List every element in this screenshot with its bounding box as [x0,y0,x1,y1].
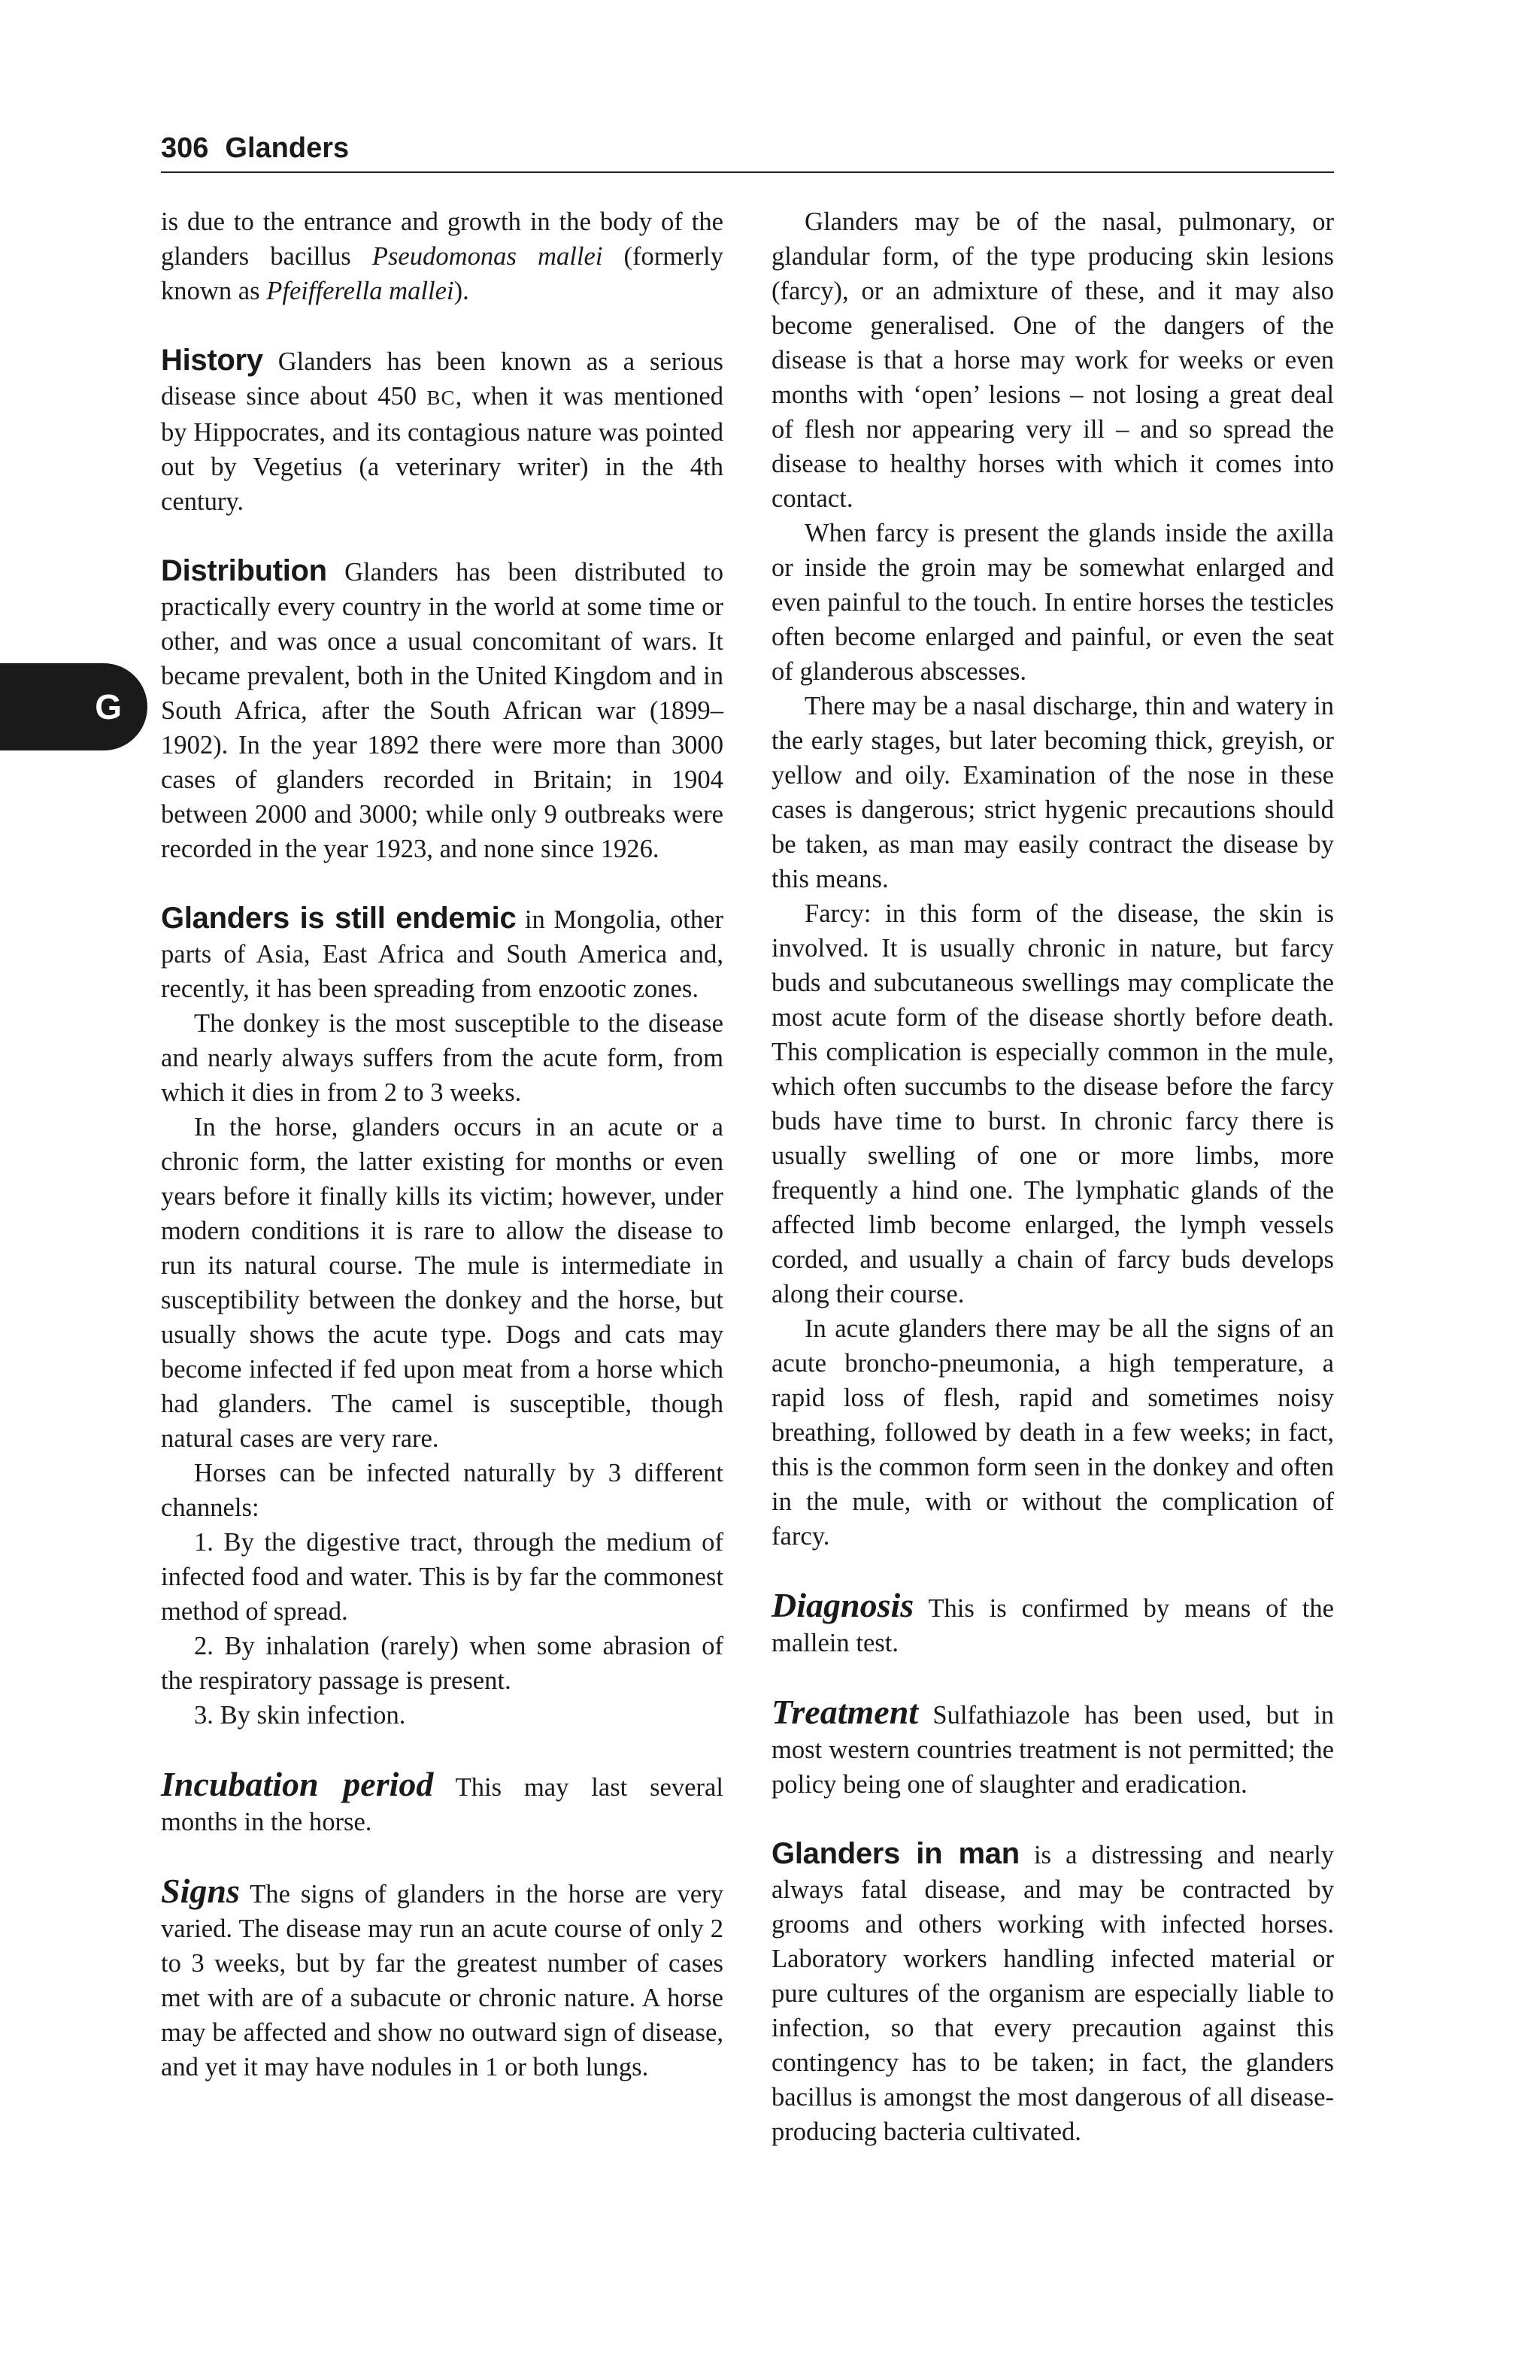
farcy-glands-paragraph: When farcy is present the glands inside the axilla or inside the groin may be somewhat enlarged and even painful to the touch. In entire horses the testicles often become enlarged and painful, or even the seat of glanderous abscesses. [772,519,1334,686]
distribution-paragraph [161,553,723,866]
channels-intro: Horses can be infected naturally by 3 different channels: [161,1459,723,1522]
species-name: Pseudomonas mallei [371,242,603,271]
running-header [161,125,1334,173]
acute-glanders-paragraph: In acute glanders there may be all the signs of an acute broncho-pneumonia, a high temperature, a rapid loss of flesh, rapid and sometimes noisy breathing, followed by death in a few weeks; in fact, this is the common form seen in the donkey and often in the mule, with or without the complication of farcy. [772,1314,1334,1551]
farcy-paragraph: Farcy: in this form of the disease, the skin is involved. It is usually chronic in nature, but farcy buds and subcutaneous swellings may complicate the most acute form of the disease shortly before death. This complication is especially common in the mule, which often succumbs to the disease before the farcy buds have time to burst. In chronic farcy there is usually swelling of one or more limbs, more frequently a hind one. The lymphatic glands of the affected limb become enlarged, the lymph vessels corded, and usually a chain of farcy buds develops along their course. [772,899,1334,1308]
thumb-index-letter: G [95,687,122,726]
distribution-heading: Distribution [161,554,327,587]
former-species-name: Pfeifferella mallei [266,277,454,305]
channel-item-3: 3. By skin infection. [194,1701,406,1730]
history-paragraph [161,343,723,519]
endemic-heading: Glanders is still endemic [161,902,517,935]
intro-paragraph [161,205,723,308]
treatment-paragraph [772,1695,1334,1802]
intro-text-1: is due to the entrance and growth in the body of the glanders bacillus [161,208,723,271]
thumb-index-tab [0,663,147,750]
history-heading: History [161,344,263,377]
incubation-paragraph [161,1767,723,1839]
intro-text-3: ). [453,277,469,305]
glanders-in-man-text: is a distressing and nearly always fatal disease, and may be contracted by grooms and others working with infected horses. Laboratory workers handling infected material or pure cultures of the organism are especially liable to infection, so that every precaution against this contingency has to be taken; in fact, the glanders bacillus is amongst the most dangerous of all disease-producing bacteria cultivated. [772,1841,1335,2146]
channel-item-1: 1. By the digestive tract, through the medium of infected food and water. This is by far the commonest method of spread. [161,1528,723,1626]
page-number: 306 [161,132,209,164]
channel-item-2: 2. By inhalation (rarely) when some abrasion of the respiratory passage is present. [161,1632,723,1695]
history-text-1: Glanders has been known as a serious disease since about 450 [161,347,723,411]
nasal-discharge-paragraph: There may be a nasal discharge, thin and watery in the early stages, but later becoming thick, greyish, or yellow and oily. Examination of the nose in these cases is dangerous; strict hygenic precautions should be taken, as man may easily contract the disease by this means. [772,692,1334,893]
intro-text-2: (formerly known as [161,242,723,305]
incubation-text: This may last several months in the horse. [161,1773,723,1836]
signs-heading: Signs [161,1872,240,1910]
glanders-in-man-paragraph [772,1836,1334,2149]
horse-paragraph: In the horse, glanders occurs in an acute or a chronic form, the latter existing for months or even years before it finally kills its victim; however, under modern conditions it is rare to allow the disease to run its natural course. The mule is intermediate in susceptibility between the donkey and the horse, but usually shows the acute type. Dogs and cats may become infected if fed upon meat from a horse which had glanders. The camel is susceptible, though natural cases are very rare. [161,1113,723,1453]
history-era: BC [426,387,456,409]
diagnosis-paragraph [772,1588,1334,1660]
endemic-text: in Mongolia, other parts of Asia, East Africa and South America and, recently, it has been spreading from enzootic zones. [161,905,724,1003]
signs-text: The signs of glanders in the horse are very varied. The disease may run an acute course of only 2 to 3 weeks, but by far the greatest number of cases met with are of a subacute or chronic nature. A horse may be affected and show no outward sign of disease, and yet it may have nodules in 1 or both lungs. [161,1880,723,2081]
endemic-paragraph [161,901,723,1006]
diagnosis-text: This is confirmed by means of the mallein test. [772,1594,1334,1657]
treatment-text: Sulfathiazole has been used, but in most western countries treatment is not permitted; the policy being one of slaughter and eradication. [772,1701,1334,1799]
glanders-in-man-heading: Glanders in man [772,1837,1020,1870]
running-title: Glanders [225,132,350,164]
distribution-text: Glanders has been distributed to practically every country in the world at some time or other, and was once a usual concomitant of wars. It became prevalent, both in the United Kingdom and in South Africa, after the South African war (1899–1902). In the year 1892 there were more than 3000 cases of glanders recorded in Britain; in 1904 between 2000 and 3000; while only 9 outbreaks were recorded in the year 1923, and none since 1926. [161,558,723,863]
incubation-heading: Incubation period [161,1765,434,1803]
left-column [161,205,723,2084]
diagnosis-heading: Diagnosis [772,1586,914,1624]
right-column [772,205,1334,2149]
donkey-paragraph: The donkey is the most susceptible to the disease and nearly always suffers from the acute form, from which it dies in from 2 to 3 weeks. [161,1009,723,1107]
forms-paragraph: Glanders may be of the nasal, pulmonary, or glandular form, of the type producing skin lesions (farcy), or an admixture of these, and it may also become generalised. One of the dangers of the disease is that a horse may work for weeks or even months with ‘open’ lesions – not losing a great deal of flesh nor appearing very ill – and so spread the disease to healthy horses with which it comes into contact. [772,208,1334,513]
treatment-heading: Treatment [772,1693,919,1731]
history-text-2: , when it was mentioned by Hippocrates, and its contagious nature was pointed out by Vegetius (a veterinary writer) in the 4th century. [161,382,723,516]
signs-paragraph [161,1874,723,2084]
